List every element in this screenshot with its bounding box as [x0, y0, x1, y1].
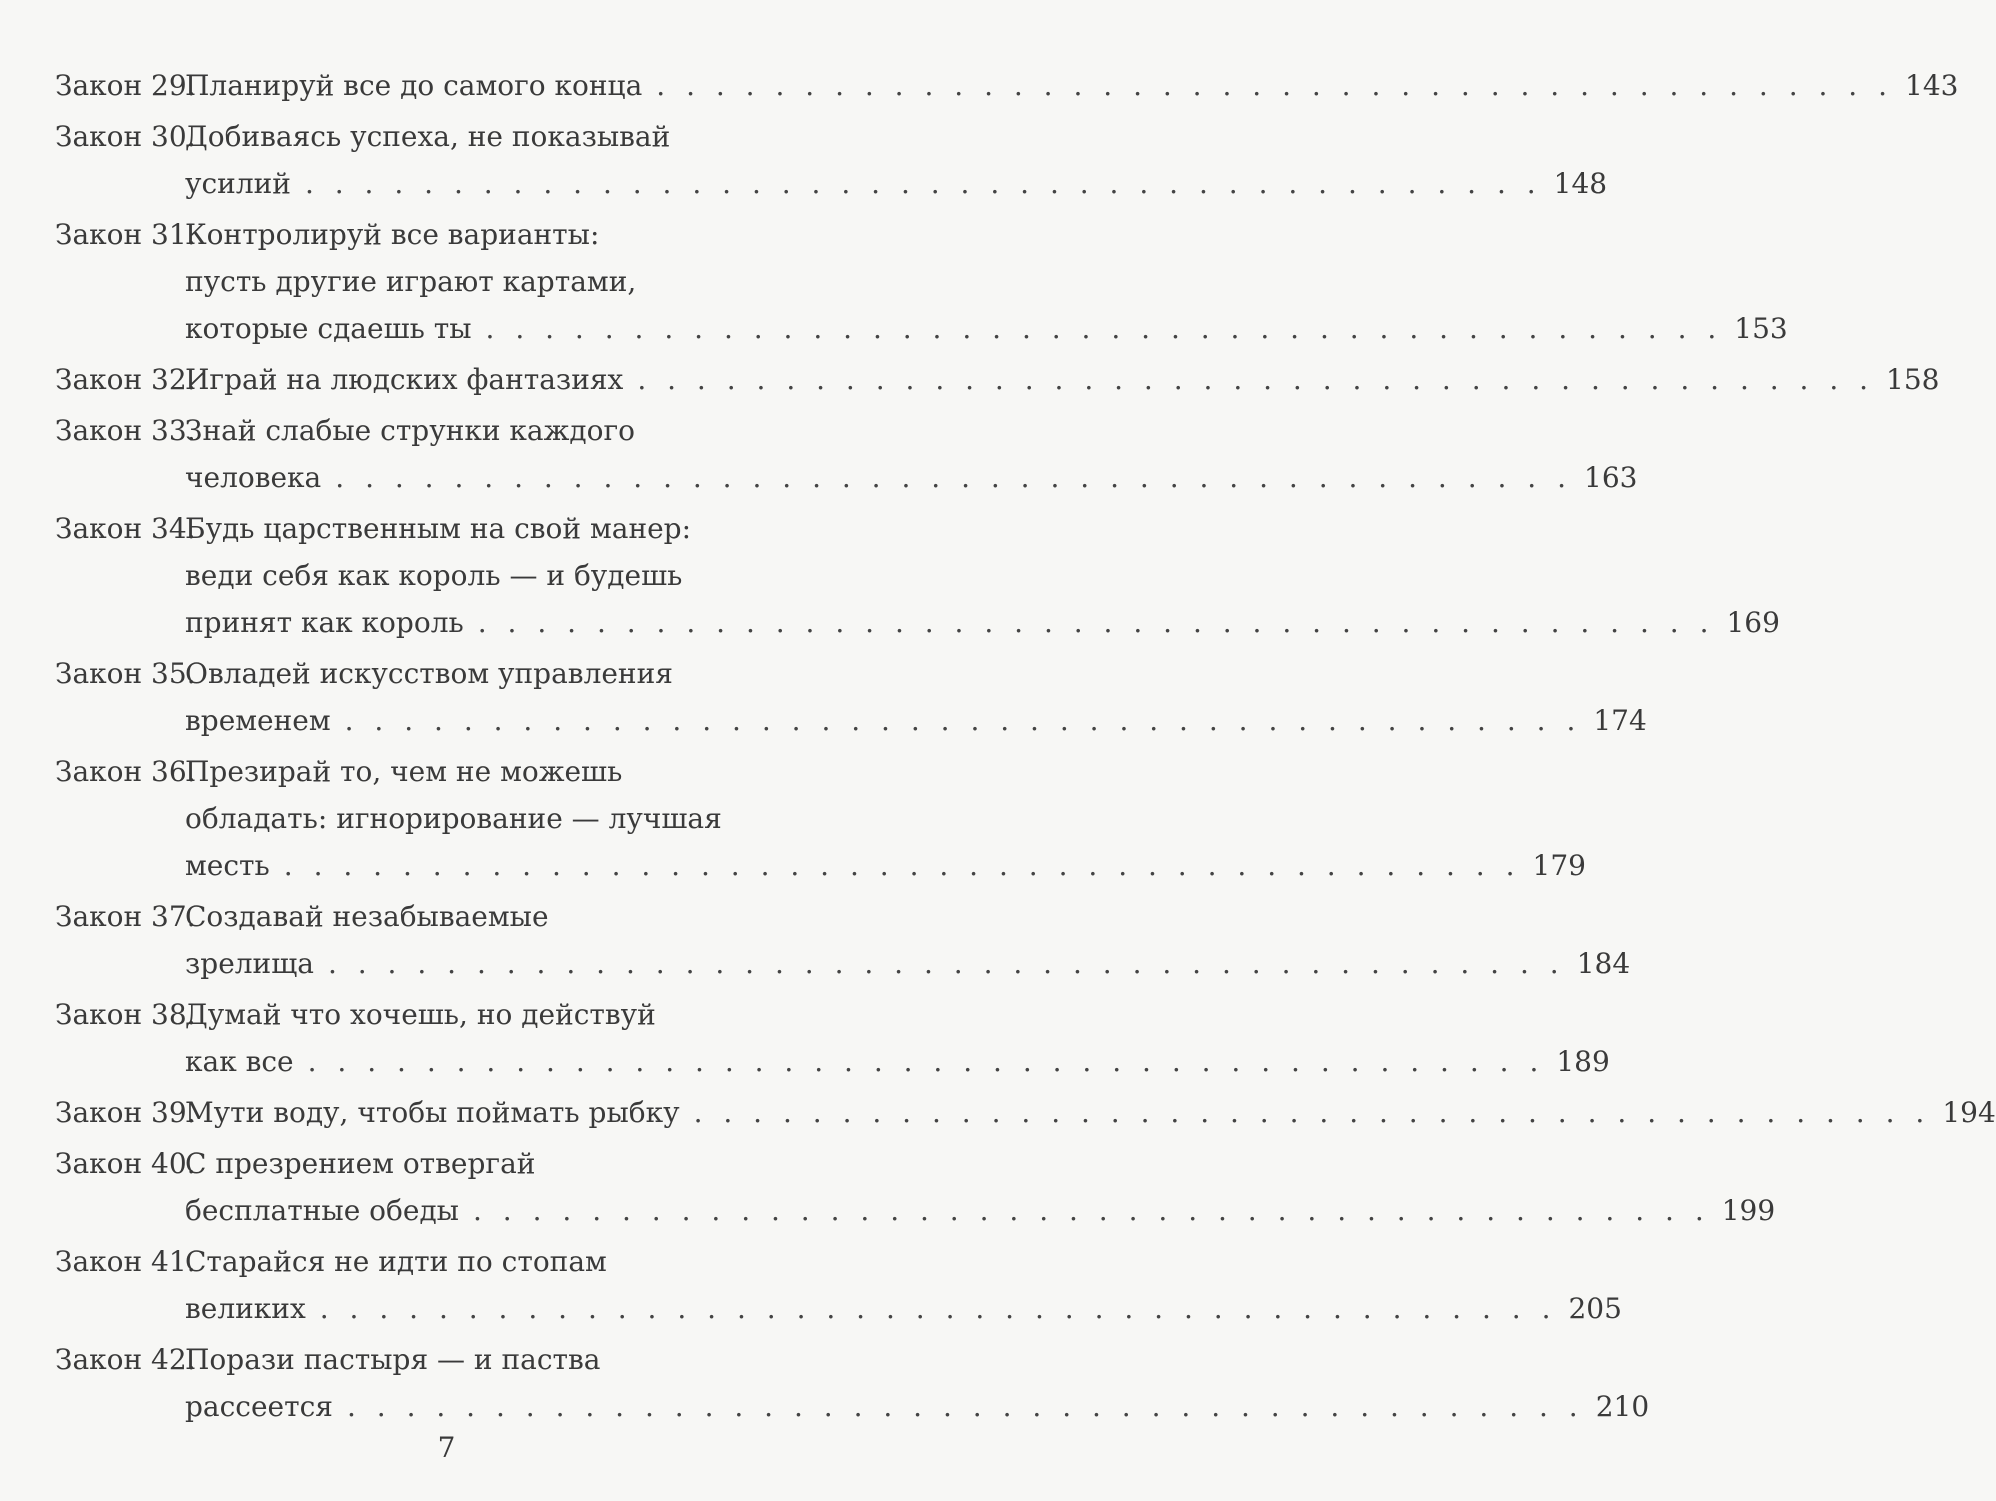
toc-entry-title-line: великих [185, 1292, 306, 1325]
toc-entry [55, 113, 1608, 207]
toc-entry-title-line: бесплатные обеды [185, 1194, 459, 1227]
toc-entry [55, 62, 1959, 109]
toc-entry-label: Закон 35. [55, 657, 196, 690]
toc-entry-title-line: веди себя как король — и будешь [185, 559, 683, 592]
toc-entry-label: Закон 29. [55, 69, 196, 102]
toc-entry-title [185, 1089, 1996, 1136]
toc-entry [55, 211, 1788, 352]
toc-entry [55, 505, 1780, 646]
toc-entry [55, 748, 1586, 889]
toc-entry [55, 356, 1940, 403]
dot-leader: . . . . . . . . . . . . . . . . . . . . . . . . . . . . . . . . . . . . . . . . . . [346, 1390, 1584, 1423]
dot-leader: . . . . . . . . . . . . . . . . . . . . . . . . . . . . . . . . . . . . . . . . . . [472, 1194, 1710, 1227]
toc-entry-last-line [185, 1383, 1649, 1430]
toc-entry-title-line: Старайся не идти по стопам [185, 1245, 607, 1278]
toc-entry-label: Закон 42. [55, 1343, 196, 1376]
toc-entry-title-line: Добиваясь успеха, не показывай [185, 120, 671, 153]
toc-entry-title-line: Порази пастыря — и паства [185, 1343, 601, 1376]
toc-entry [55, 1336, 1650, 1430]
toc-entry-last-line [185, 1285, 1622, 1332]
toc-entry-title [185, 211, 1788, 352]
toc-entry-label: Закон 34. [55, 512, 196, 545]
toc-entry-page-number: 205 [1568, 1292, 1622, 1325]
page-number: 7 [437, 1431, 456, 1464]
toc-entry-title-line: Играй на людских фантазиях [185, 363, 624, 396]
toc-entry-title-line: рассеется [185, 1390, 333, 1423]
toc-entry-label: Закон 32. [55, 363, 196, 396]
toc-entry-page-number: 174 [1593, 704, 1647, 737]
toc-entry [55, 407, 1638, 501]
dot-leader: . . . . . . . . . . . . . . . . . . . . . . . . . . . . . . . . . . . . . . . . . . [344, 704, 1582, 737]
toc-entry-title [185, 1238, 1622, 1332]
dot-leader: . . . . . . . . . . . . . . . . . . . . . . . . . . . . . . . . . . . . . . . . . . [335, 461, 1572, 494]
toc-entry-page-number: 210 [1595, 1390, 1650, 1423]
toc-entry-title-line: принят как король [185, 606, 464, 639]
toc-entry-last-line [185, 1187, 1775, 1234]
dot-leader: . . . . . . . . . . . . . . . . . . . . . . . . . . . . . . . . . . . . . . . . . . [485, 312, 1723, 345]
toc-entry-title [185, 505, 1780, 646]
toc-entry-label: Закон 39. [55, 1096, 196, 1129]
toc-entry-page-number: 163 [1584, 461, 1638, 494]
toc-entry-title-line: зрелища [185, 947, 314, 980]
dot-leader: . . . . . . . . . . . . . . . . . . . . . . . . . . . . . . . . . . . . . . . . . . [656, 69, 1893, 102]
toc-entry-last-line [185, 305, 1788, 352]
dot-leader: . . . . . . . . . . . . . . . . . . . . . . . . . . . . . . . . . . . . . . . . . . [477, 606, 1715, 639]
toc-entry-last-line [185, 160, 1607, 207]
toc-entry-title-line: Знай слабые струнки каждого [185, 414, 636, 447]
toc-entry-last-line [185, 62, 1958, 109]
toc-entry-title [185, 893, 1630, 987]
toc-entry-last-line [185, 1038, 1610, 1085]
toc-entry [55, 650, 1647, 744]
toc-entry-page-number: 194 [1942, 1096, 1996, 1129]
dot-leader: . . . . . . . . . . . . . . . . . . . . . . . . . . . . . . . . . . . . . . . . . . [693, 1096, 1931, 1129]
toc-entry-page-number: 179 [1532, 849, 1586, 882]
toc-entry-page-number: 143 [1905, 69, 1959, 102]
toc-entry-title-line: Планируй все до самого конца [185, 69, 643, 102]
toc-entry-page-number: 184 [1576, 947, 1631, 980]
toc-entry-last-line [185, 356, 1940, 403]
dot-leader: . . . . . . . . . . . . . . . . . . . . . . . . . . . . . . . . . . . . . . . . . . [307, 1045, 1545, 1078]
toc-entry-title [185, 113, 1607, 207]
dot-leader: . . . . . . . . . . . . . . . . . . . . . . . . . . . . . . . . . . . . . . . . . . [283, 849, 1521, 882]
toc-entry-label: Закон 33. [55, 414, 196, 447]
toc-entry-title [185, 748, 1586, 889]
toc-entry-last-line [185, 454, 1637, 501]
toc-entry-title [185, 650, 1647, 744]
toc-entry-title [185, 407, 1637, 501]
toc-entry [55, 1238, 1622, 1332]
dot-leader: . . . . . . . . . . . . . . . . . . . . . . . . . . . . . . . . . . . . . . . . . . [319, 1292, 1557, 1325]
toc-entry-last-line [185, 1089, 1996, 1136]
toc-entry [55, 1140, 1776, 1234]
toc-entry-label: Закон 41. [55, 1245, 196, 1278]
toc-entry-label: Закон 40. [55, 1147, 196, 1180]
toc-entry-page-number: 189 [1556, 1045, 1610, 1078]
toc-entry-title [185, 1140, 1775, 1234]
toc-entry-title [185, 1336, 1649, 1430]
dot-leader: . . . . . . . . . . . . . . . . . . . . . . . . . . . . . . . . . . . . . . . . . . [304, 167, 1542, 200]
toc-entry-page-number: 148 [1553, 167, 1608, 200]
toc-entry-title-line: усилий [185, 167, 291, 200]
toc-entry [55, 1089, 1996, 1136]
toc-entry-page-number: 158 [1886, 363, 1940, 396]
toc-entry-last-line [185, 697, 1647, 744]
toc-entry-last-line [185, 599, 1780, 646]
toc-entry-page-number: 153 [1734, 312, 1788, 345]
toc-entry-title-line: Мути воду, чтобы поймать рыбку [185, 1096, 680, 1129]
toc-entry-last-line [185, 842, 1586, 889]
toc-entry-label: Закон 37. [55, 900, 196, 933]
toc-entry-title-line: Думай что хочешь, но действуй [185, 998, 656, 1031]
toc-entry-title-line: С презрением отвергай [185, 1147, 536, 1180]
toc-entry-title-line: как все [185, 1045, 294, 1078]
toc-entry-title-line: Презирай то, чем не можешь [185, 755, 623, 788]
toc-entry-title-line: человека [185, 461, 322, 494]
toc-entry-label: Закон 38. [55, 998, 196, 1031]
toc-entry-title-line: Будь царственным на свой манер: [185, 512, 692, 545]
toc-entry-title-line: месть [185, 849, 270, 882]
dot-leader: . . . . . . . . . . . . . . . . . . . . . . . . . . . . . . . . . . . . . . . . . . [637, 363, 1875, 396]
toc-entry-page-number: 199 [1721, 1194, 1776, 1227]
toc-entry-label: Закон 36. [55, 755, 196, 788]
toc-entry-title [185, 62, 1958, 109]
toc-entry-label: Закон 31. [55, 218, 196, 251]
dot-leader: . . . . . . . . . . . . . . . . . . . . . . . . . . . . . . . . . . . . . . . . . . [327, 947, 1565, 980]
toc-entry-label: Закон 30. [55, 120, 196, 153]
toc-entry [55, 893, 1631, 987]
toc-entry-title-line: временем [185, 704, 331, 737]
toc-entry-title-line: Контролируй все варианты: [185, 218, 600, 251]
toc-entry-title-line: пусть другие играют картами, [185, 265, 637, 298]
toc-entry-title-line: которые сдаешь ты [185, 312, 472, 345]
table-of-contents [55, 62, 1996, 1434]
toc-entry-last-line [185, 940, 1630, 987]
toc-entry-title-line: Овладей искусством управления [185, 657, 673, 690]
toc-entry-page-number: 169 [1726, 606, 1780, 639]
toc-entry-title [185, 991, 1610, 1085]
toc-entry-title-line: обладать: игнорирование — лучшая [185, 802, 722, 835]
toc-entry-title [185, 356, 1940, 403]
toc-entry-title-line: Создавай незабываемые [185, 900, 549, 933]
toc-entry [55, 991, 1610, 1085]
